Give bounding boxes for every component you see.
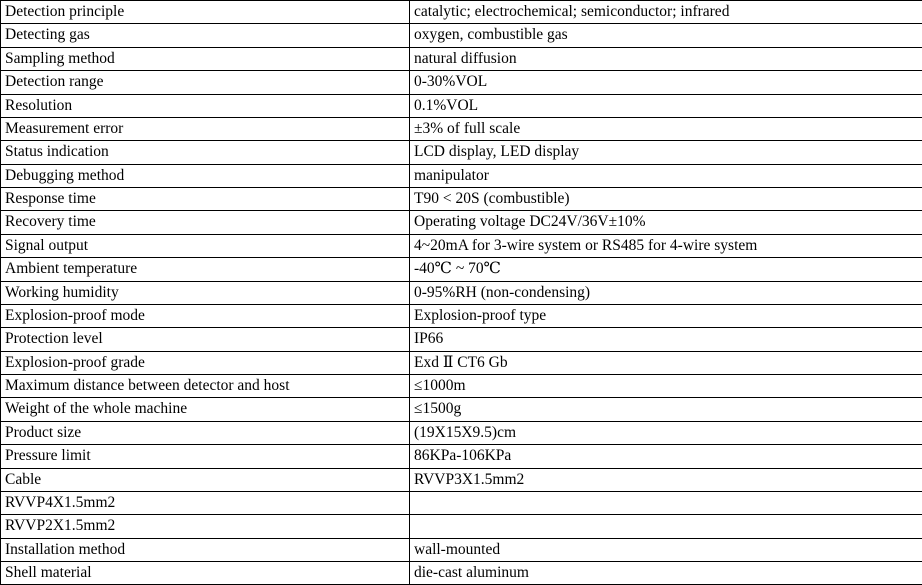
value-cell (410, 515, 922, 538)
table-row (1, 1, 922, 24)
parameter-cell: Explosion-proof mode (1, 304, 410, 327)
value-cell (410, 491, 922, 514)
parameter-cell: Response time (1, 188, 410, 211)
parameter-cell: RVVP2X1.5mm2 (1, 515, 410, 538)
value-cell: ≤1000m (410, 375, 922, 398)
value-cell: IP66 (410, 328, 922, 351)
table-row (1, 71, 922, 94)
value-cell: 0-30%VOL (410, 71, 922, 94)
table-row (1, 491, 922, 514)
value-cell: LCD display, LED display (410, 141, 922, 164)
value-cell: ≤1500g (410, 398, 922, 421)
parameter-cell: Ambient temperature (1, 258, 410, 281)
table-row (1, 538, 922, 561)
specification-table-body (1, 1, 922, 585)
parameter-cell: Detection range (1, 71, 410, 94)
parameter-cell: Shell material (1, 562, 410, 585)
table-row (1, 375, 922, 398)
value-cell: (19X15X9.5)cm (410, 421, 922, 444)
table-row (1, 94, 922, 117)
parameter-cell: Resolution (1, 94, 410, 117)
table-row (1, 421, 922, 444)
value-cell: Operating voltage DC24V/36V±10% (410, 211, 922, 234)
value-cell: -40℃ ~ 70℃ (410, 258, 922, 281)
table-row (1, 445, 922, 468)
parameter-cell: Sampling method (1, 47, 410, 70)
parameter-cell: Weight of the whole machine (1, 398, 410, 421)
table-row (1, 258, 922, 281)
parameter-cell: Detecting gas (1, 24, 410, 47)
value-cell: wall-mounted (410, 538, 922, 561)
parameter-cell: Recovery time (1, 211, 410, 234)
parameter-cell: Explosion-proof grade (1, 351, 410, 374)
parameter-cell: Product size (1, 421, 410, 444)
value-cell: RVVP3X1.5mm2 (410, 468, 922, 491)
parameter-cell: RVVP4X1.5mm2 (1, 491, 410, 514)
value-cell: 4~20mA for 3-wire system or RS485 for 4-wire system (410, 234, 922, 257)
value-cell: oxygen, combustible gas (410, 24, 922, 47)
parameter-cell: Pressure limit (1, 445, 410, 468)
table-row (1, 515, 922, 538)
parameter-cell: Installation method (1, 538, 410, 561)
value-cell: 0-95%RH (non-condensing) (410, 281, 922, 304)
table-row (1, 234, 922, 257)
table-row (1, 281, 922, 304)
value-cell: Exd Ⅱ CT6 Gb (410, 351, 922, 374)
table-row (1, 562, 922, 585)
value-cell: 0.1%VOL (410, 94, 922, 117)
parameter-cell: Maximum distance between detector and host (1, 375, 410, 398)
parameter-cell: Protection level (1, 328, 410, 351)
parameter-cell: Cable (1, 468, 410, 491)
table-row (1, 468, 922, 491)
table-row (1, 398, 922, 421)
value-cell: natural diffusion (410, 47, 922, 70)
value-cell: Explosion-proof type (410, 304, 922, 327)
table-row (1, 304, 922, 327)
table-row (1, 117, 922, 140)
value-cell: ±3% of full scale (410, 117, 922, 140)
parameter-cell: Status indication (1, 141, 410, 164)
parameter-cell: Debugging method (1, 164, 410, 187)
table-row (1, 141, 922, 164)
table-row (1, 211, 922, 234)
table-row (1, 188, 922, 211)
table-row (1, 24, 922, 47)
parameter-cell: Measurement error (1, 117, 410, 140)
parameter-cell: Signal output (1, 234, 410, 257)
value-cell: T90 < 20S (combustible) (410, 188, 922, 211)
value-cell: catalytic; electrochemical; semiconductor; infrared (410, 1, 922, 24)
table-row (1, 47, 922, 70)
table-row (1, 351, 922, 374)
value-cell: 86KPa-106KPa (410, 445, 922, 468)
value-cell: manipulator (410, 164, 922, 187)
parameter-cell: Detection principle (1, 1, 410, 24)
value-cell: die-cast aluminum (410, 562, 922, 585)
parameter-cell: Working humidity (1, 281, 410, 304)
table-row (1, 164, 922, 187)
table-row (1, 328, 922, 351)
